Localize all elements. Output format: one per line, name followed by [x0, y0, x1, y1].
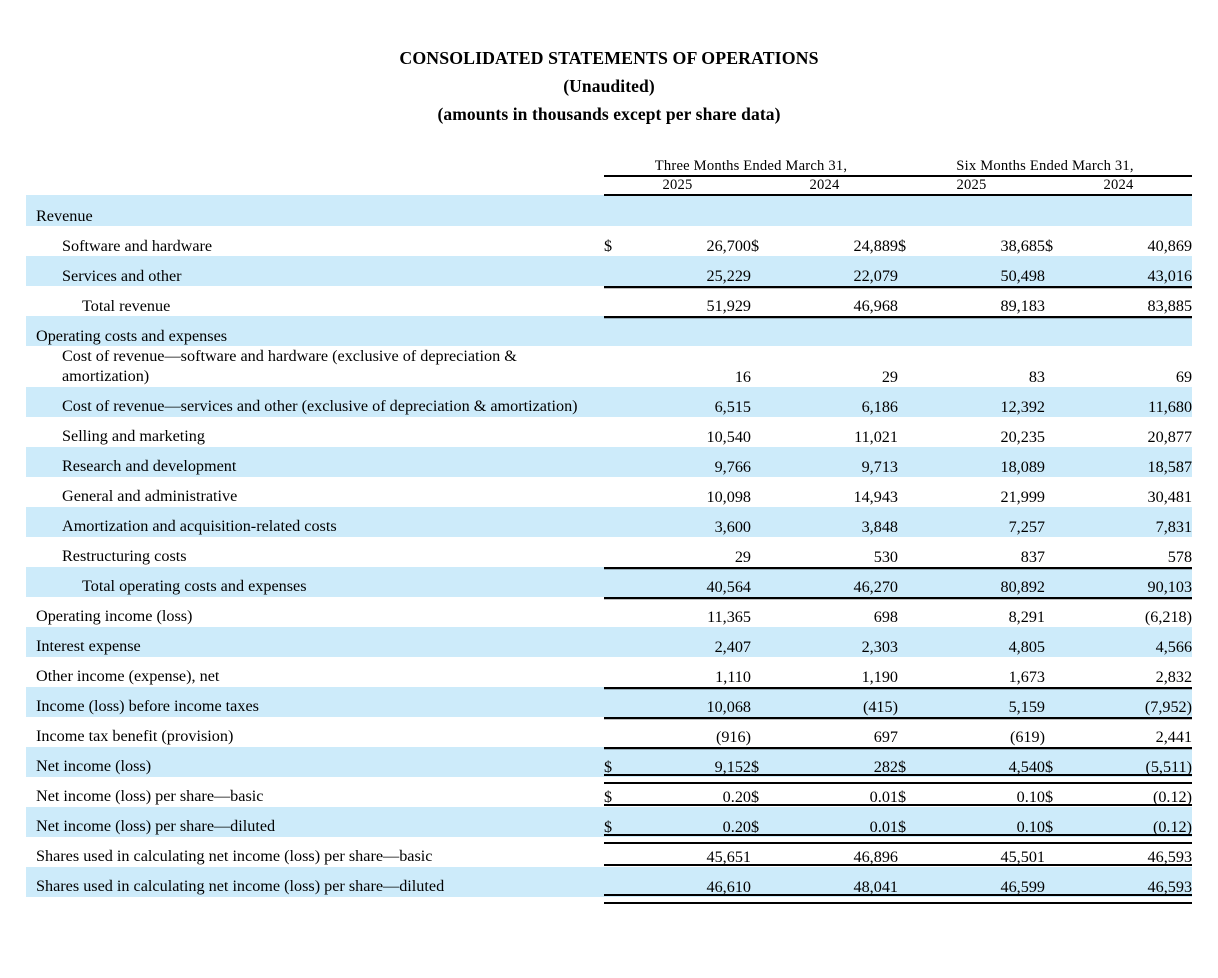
table-row: [26, 387, 1192, 417]
currency-symbol: [1045, 316, 1071, 346]
table-cell-value: 1,190: [861, 667, 898, 686]
table-cell-value: 29: [881, 367, 898, 386]
currency-symbol: $: [751, 777, 777, 807]
currency-symbol: [1045, 867, 1071, 897]
row-label: Interest expense: [26, 627, 604, 657]
table-cell-value: 10,098: [706, 487, 751, 506]
table-cell-value: (0.12): [1071, 807, 1192, 837]
table-cell-value: 1,673: [1008, 667, 1045, 686]
currency-symbol: [1045, 537, 1071, 567]
row-label: Shares used in calculating net income (loss) per share—diluted: [26, 867, 604, 897]
table-row: [26, 567, 1192, 597]
table-row: [26, 195, 1192, 226]
currency-symbol: $: [1045, 237, 1054, 255]
table-body: [26, 195, 1192, 897]
currency-symbol: $: [604, 777, 630, 807]
table-row: [26, 627, 1192, 657]
currency-symbol: [1045, 286, 1071, 316]
currency-symbol: [751, 717, 777, 747]
table-row: [26, 286, 1192, 316]
currency-symbol: [604, 867, 630, 897]
currency-symbol: [751, 507, 777, 537]
currency-symbol: [751, 256, 777, 286]
row-label: Restructuring costs: [62, 547, 187, 566]
currency-symbol: $: [898, 807, 924, 837]
table-cell-value: (6,218): [1071, 597, 1192, 627]
table-cell-value: 40,869: [1147, 237, 1193, 255]
row-label: Revenue: [26, 195, 604, 226]
currency-symbol: [1045, 195, 1071, 226]
currency-symbol: $: [898, 777, 924, 807]
currency-symbol: $: [898, 747, 924, 777]
year-header-row: [26, 176, 1192, 195]
currency-symbol: [604, 316, 630, 346]
group-header-six-months: Six Months Ended March 31,: [898, 158, 1192, 176]
currency-symbol: $: [604, 747, 630, 777]
table-cell-value: 3,848: [777, 507, 898, 537]
currency-symbol: [604, 627, 630, 657]
currency-symbol: [751, 346, 777, 387]
page-subtitle-unaudited: (Unaudited): [563, 76, 655, 96]
currency-symbol: [898, 507, 924, 537]
currency-symbol: [1045, 256, 1071, 286]
currency-symbol: [898, 597, 924, 627]
table-row: [26, 717, 1192, 747]
currency-symbol: $: [751, 807, 777, 837]
row-label: Cost of revenue—services and other (exclusive of depreciation & amortization): [26, 387, 604, 417]
row-label: Operating costs and expenses: [26, 316, 604, 346]
currency-symbol: [751, 837, 777, 867]
currency-symbol: [898, 417, 924, 447]
table-cell-value: (916): [630, 717, 751, 747]
currency-symbol: [898, 286, 924, 316]
table-cell-value: 0.01: [777, 777, 898, 807]
currency-symbol: $: [751, 747, 777, 777]
table-cell-value: 14,943: [853, 487, 898, 506]
page-title: CONSOLIDATED STATEMENTS OF OPERATIONS: [399, 48, 819, 68]
table-row: [26, 537, 1192, 567]
table-cell-value: 6,186: [777, 387, 898, 417]
table-cell-value: 38,685: [1000, 237, 1045, 255]
currency-symbol: [898, 567, 924, 597]
row-label: Total revenue: [82, 296, 171, 315]
table-cell-value: (619): [924, 717, 1045, 747]
currency-symbol: [898, 837, 924, 867]
currency-symbol: [604, 597, 630, 627]
table-cell-value: 18,089: [924, 447, 1045, 477]
currency-symbol: [1045, 627, 1071, 657]
table-row: [26, 657, 1192, 687]
table-cell-value: (415): [777, 687, 898, 717]
table-row: [26, 777, 1192, 807]
table-head: [26, 158, 1192, 195]
row-label: Net income (loss) per share—diluted: [26, 807, 604, 837]
table-cell-value: (7,952): [1071, 687, 1192, 717]
row-label: Software and hardware: [62, 236, 213, 255]
table-cell-value: 90,103: [1071, 567, 1192, 597]
table-cell-value: 43,016: [1071, 256, 1192, 286]
table-cell-value: 11,021: [854, 427, 898, 446]
currency-symbol: [898, 447, 924, 477]
currency-symbol: [1045, 507, 1071, 537]
table-cell-value: 5,159: [924, 687, 1045, 717]
year-header-six-months-2024: 2024: [1045, 176, 1192, 195]
table-cell-value: 51,929: [630, 286, 751, 316]
currency-symbol: [1045, 687, 1071, 717]
currency-symbol: $: [1045, 777, 1071, 807]
currency-symbol: [1045, 477, 1071, 507]
table-cell-value: 16: [734, 367, 751, 386]
row-label: Other income (expense), net: [36, 667, 220, 686]
currency-symbol: [898, 687, 924, 717]
year-header-six-months-2025: 2025: [898, 176, 1045, 195]
currency-symbol: [898, 627, 924, 657]
currency-symbol: [604, 567, 630, 597]
currency-symbol: [1045, 567, 1071, 597]
table-cell-value: 3,600: [630, 507, 751, 537]
table-cell-value: 46,593: [1071, 837, 1192, 867]
row-label: Cost of revenue—software and hardware (exclusive of depreciation & amortization): [62, 347, 517, 386]
currency-symbol: [604, 687, 630, 717]
currency-symbol: $: [1045, 747, 1071, 777]
currency-symbol: [751, 687, 777, 717]
currency-symbol: [751, 597, 777, 627]
currency-symbol: [751, 316, 777, 346]
table-cell-value: 0.20: [630, 807, 751, 837]
currency-symbol: [604, 537, 630, 567]
row-label: Net income (loss): [26, 747, 604, 777]
currency-symbol: [1045, 387, 1071, 417]
table-row: [26, 837, 1192, 867]
table-row: [26, 807, 1192, 837]
table-cell-value: [1071, 316, 1192, 346]
year-header-three-months-2024: 2024: [751, 176, 898, 195]
table-cell-value: 46,599: [924, 867, 1045, 897]
table-cell-value: 46,610: [630, 867, 751, 897]
currency-symbol: [751, 867, 777, 897]
group-header-row: [26, 158, 1192, 176]
table-cell-value: 2,832: [1155, 667, 1193, 686]
table-cell-value: 21,999: [1000, 487, 1045, 506]
table-cell-value: 80,892: [924, 567, 1045, 597]
table-cell-value: 2,441: [1071, 717, 1192, 747]
table-cell-value: [777, 316, 898, 346]
table-cell-value: 20,235: [1000, 427, 1045, 446]
table-cell-value: 7,257: [924, 507, 1045, 537]
table-cell-value: 83: [1028, 367, 1045, 386]
row-label: Operating income (loss): [36, 607, 193, 626]
row-label: Research and development: [26, 447, 604, 477]
table-row: [26, 507, 1192, 537]
table-row: [26, 417, 1192, 447]
table-row: [26, 597, 1192, 627]
group-header-three-months: Three Months Ended March 31,: [604, 158, 898, 176]
row-label: Total operating costs and expenses: [26, 567, 604, 597]
currency-symbol: [604, 477, 630, 507]
currency-symbol: [604, 346, 630, 387]
currency-symbol: [898, 195, 924, 226]
currency-symbol: [604, 657, 630, 687]
table-cell-value: 89,183: [924, 286, 1045, 316]
currency-symbol: $: [751, 237, 760, 255]
table-cell-value: (0.12): [1071, 777, 1192, 807]
table-cell-value: 530: [873, 547, 898, 566]
table-cell-value: 10,068: [630, 687, 751, 717]
table-cell-value: 8,291: [924, 597, 1045, 627]
currency-symbol: [1045, 657, 1071, 687]
currency-symbol: [604, 195, 630, 226]
table-cell-value: [777, 195, 898, 226]
table-cell-value: 45,501: [924, 837, 1045, 867]
table-row: [26, 687, 1192, 717]
table-cell-value: 48,041: [777, 867, 898, 897]
currency-symbol: [604, 286, 630, 316]
table-cell-value: [630, 316, 751, 346]
table-cell-value: 26,700: [706, 237, 751, 255]
table-cell-value: 2,407: [630, 627, 751, 657]
currency-symbol: [1045, 417, 1071, 447]
currency-symbol: [751, 387, 777, 417]
table-row: [26, 867, 1192, 897]
currency-symbol: [898, 717, 924, 747]
row-label: Net income (loss) per share—basic: [36, 787, 264, 806]
group-header-spacer: [26, 158, 604, 176]
table-cell-value: [1071, 195, 1192, 226]
table-cell-value: 698: [777, 597, 898, 627]
currency-symbol: [751, 657, 777, 687]
currency-symbol: [898, 477, 924, 507]
table-cell-value: [924, 316, 1045, 346]
row-label: Income (loss) before income taxes: [26, 687, 604, 717]
table-cell-value: 282: [777, 747, 898, 777]
currency-symbol: [898, 387, 924, 417]
table-cell-value: 50,498: [924, 256, 1045, 286]
table-cell-value: 12,392: [924, 387, 1045, 417]
currency-symbol: [751, 627, 777, 657]
table-row: [26, 346, 1192, 387]
currency-symbol: [1045, 447, 1071, 477]
currency-symbol: $: [604, 807, 630, 837]
currency-symbol: [751, 195, 777, 226]
currency-symbol: [604, 387, 630, 417]
row-label: General and administrative: [62, 487, 238, 506]
table-cell-value: 4,805: [924, 627, 1045, 657]
currency-symbol: [751, 477, 777, 507]
table-cell-value: 25,229: [630, 256, 751, 286]
table-cell-value: 46,593: [1071, 867, 1192, 897]
table-cell-value: 11,365: [630, 597, 751, 627]
currency-symbol: $: [898, 237, 907, 255]
table-row: [26, 316, 1192, 346]
table-cell-value: 11,680: [1071, 387, 1192, 417]
table-cell-value: [924, 195, 1045, 226]
table-cell-value: 0.10: [924, 777, 1045, 807]
currency-symbol: [751, 447, 777, 477]
table-cell-value: 1,110: [715, 667, 751, 686]
currency-symbol: [604, 837, 630, 867]
table-cell-value: 4,540: [924, 747, 1045, 777]
currency-symbol: [898, 537, 924, 567]
table-cell-value: 69: [1175, 367, 1193, 386]
table-cell-value: 578: [1167, 547, 1193, 566]
table-cell-value: 9,713: [777, 447, 898, 477]
table-cell-value: 10,540: [706, 427, 751, 446]
currency-symbol: [1045, 837, 1071, 867]
table-cell-value: 29: [734, 547, 751, 566]
table-cell-value: 18,587: [1071, 447, 1192, 477]
currency-symbol: [604, 447, 630, 477]
currency-symbol: [751, 537, 777, 567]
row-label: Income tax benefit (provision): [36, 727, 234, 746]
year-header-three-months-2025: 2025: [604, 176, 751, 195]
table-cell-value: (5,511): [1071, 747, 1192, 777]
statement-table-wrapper: [0, 158, 1218, 897]
currency-symbol: [751, 417, 777, 447]
table-row: [26, 226, 1192, 256]
currency-symbol: [898, 867, 924, 897]
table-cell-value: 45,651: [630, 837, 751, 867]
table-cell-value: 30,481: [1147, 487, 1193, 506]
table-cell-value: 6,515: [630, 387, 751, 417]
currency-symbol: [1045, 346, 1071, 387]
table-cell-value: 24,889: [853, 237, 898, 255]
row-label: Amortization and acquisition-related costs: [26, 507, 604, 537]
table-row: [26, 477, 1192, 507]
currency-symbol: [898, 657, 924, 687]
currency-symbol: [898, 316, 924, 346]
currency-symbol: [604, 417, 630, 447]
table-cell-value: 22,079: [777, 256, 898, 286]
table-cell-value: 20,877: [1147, 427, 1193, 446]
table-row: [26, 747, 1192, 777]
table-cell-value: 0.10: [924, 807, 1045, 837]
currency-symbol: $: [1045, 807, 1071, 837]
title-block: [0, 0, 1218, 128]
currency-symbol: [604, 507, 630, 537]
table-row: [26, 447, 1192, 477]
currency-symbol: [1045, 597, 1071, 627]
currency-symbol: $: [604, 237, 613, 255]
table-cell-value: 9,152: [630, 747, 751, 777]
table-cell-value: 7,831: [1071, 507, 1192, 537]
table-cell-value: 837: [1020, 547, 1045, 566]
table-cell-value: 0.20: [630, 777, 751, 807]
table-cell-value: 0.01: [777, 807, 898, 837]
table-cell-value: 83,885: [1071, 286, 1192, 316]
row-label: Services and other: [26, 256, 604, 286]
currency-symbol: [898, 346, 924, 387]
table-row: [26, 256, 1192, 286]
currency-symbol: [751, 286, 777, 316]
currency-symbol: [604, 717, 630, 747]
page-subtitle-units: (amounts in thousands except per share data): [437, 104, 781, 124]
table-cell-value: 46,270: [777, 567, 898, 597]
year-header-spacer: [26, 176, 604, 195]
table-cell-value: 46,896: [777, 837, 898, 867]
currency-symbol: [751, 567, 777, 597]
currency-symbol: [604, 256, 630, 286]
table-cell-value: 2,303: [777, 627, 898, 657]
currency-symbol: [1045, 717, 1071, 747]
table-cell-value: 40,564: [630, 567, 751, 597]
consolidated-statements-table: [26, 158, 1192, 897]
table-cell-value: 46,968: [777, 286, 898, 316]
table-cell-value: 697: [777, 717, 898, 747]
row-label: Selling and marketing: [62, 427, 205, 446]
row-label: Shares used in calculating net income (loss) per share—basic: [36, 847, 433, 866]
table-cell-value: 9,766: [630, 447, 751, 477]
table-cell-value: [630, 195, 751, 226]
table-cell-value: 4,566: [1071, 627, 1192, 657]
currency-symbol: [898, 256, 924, 286]
